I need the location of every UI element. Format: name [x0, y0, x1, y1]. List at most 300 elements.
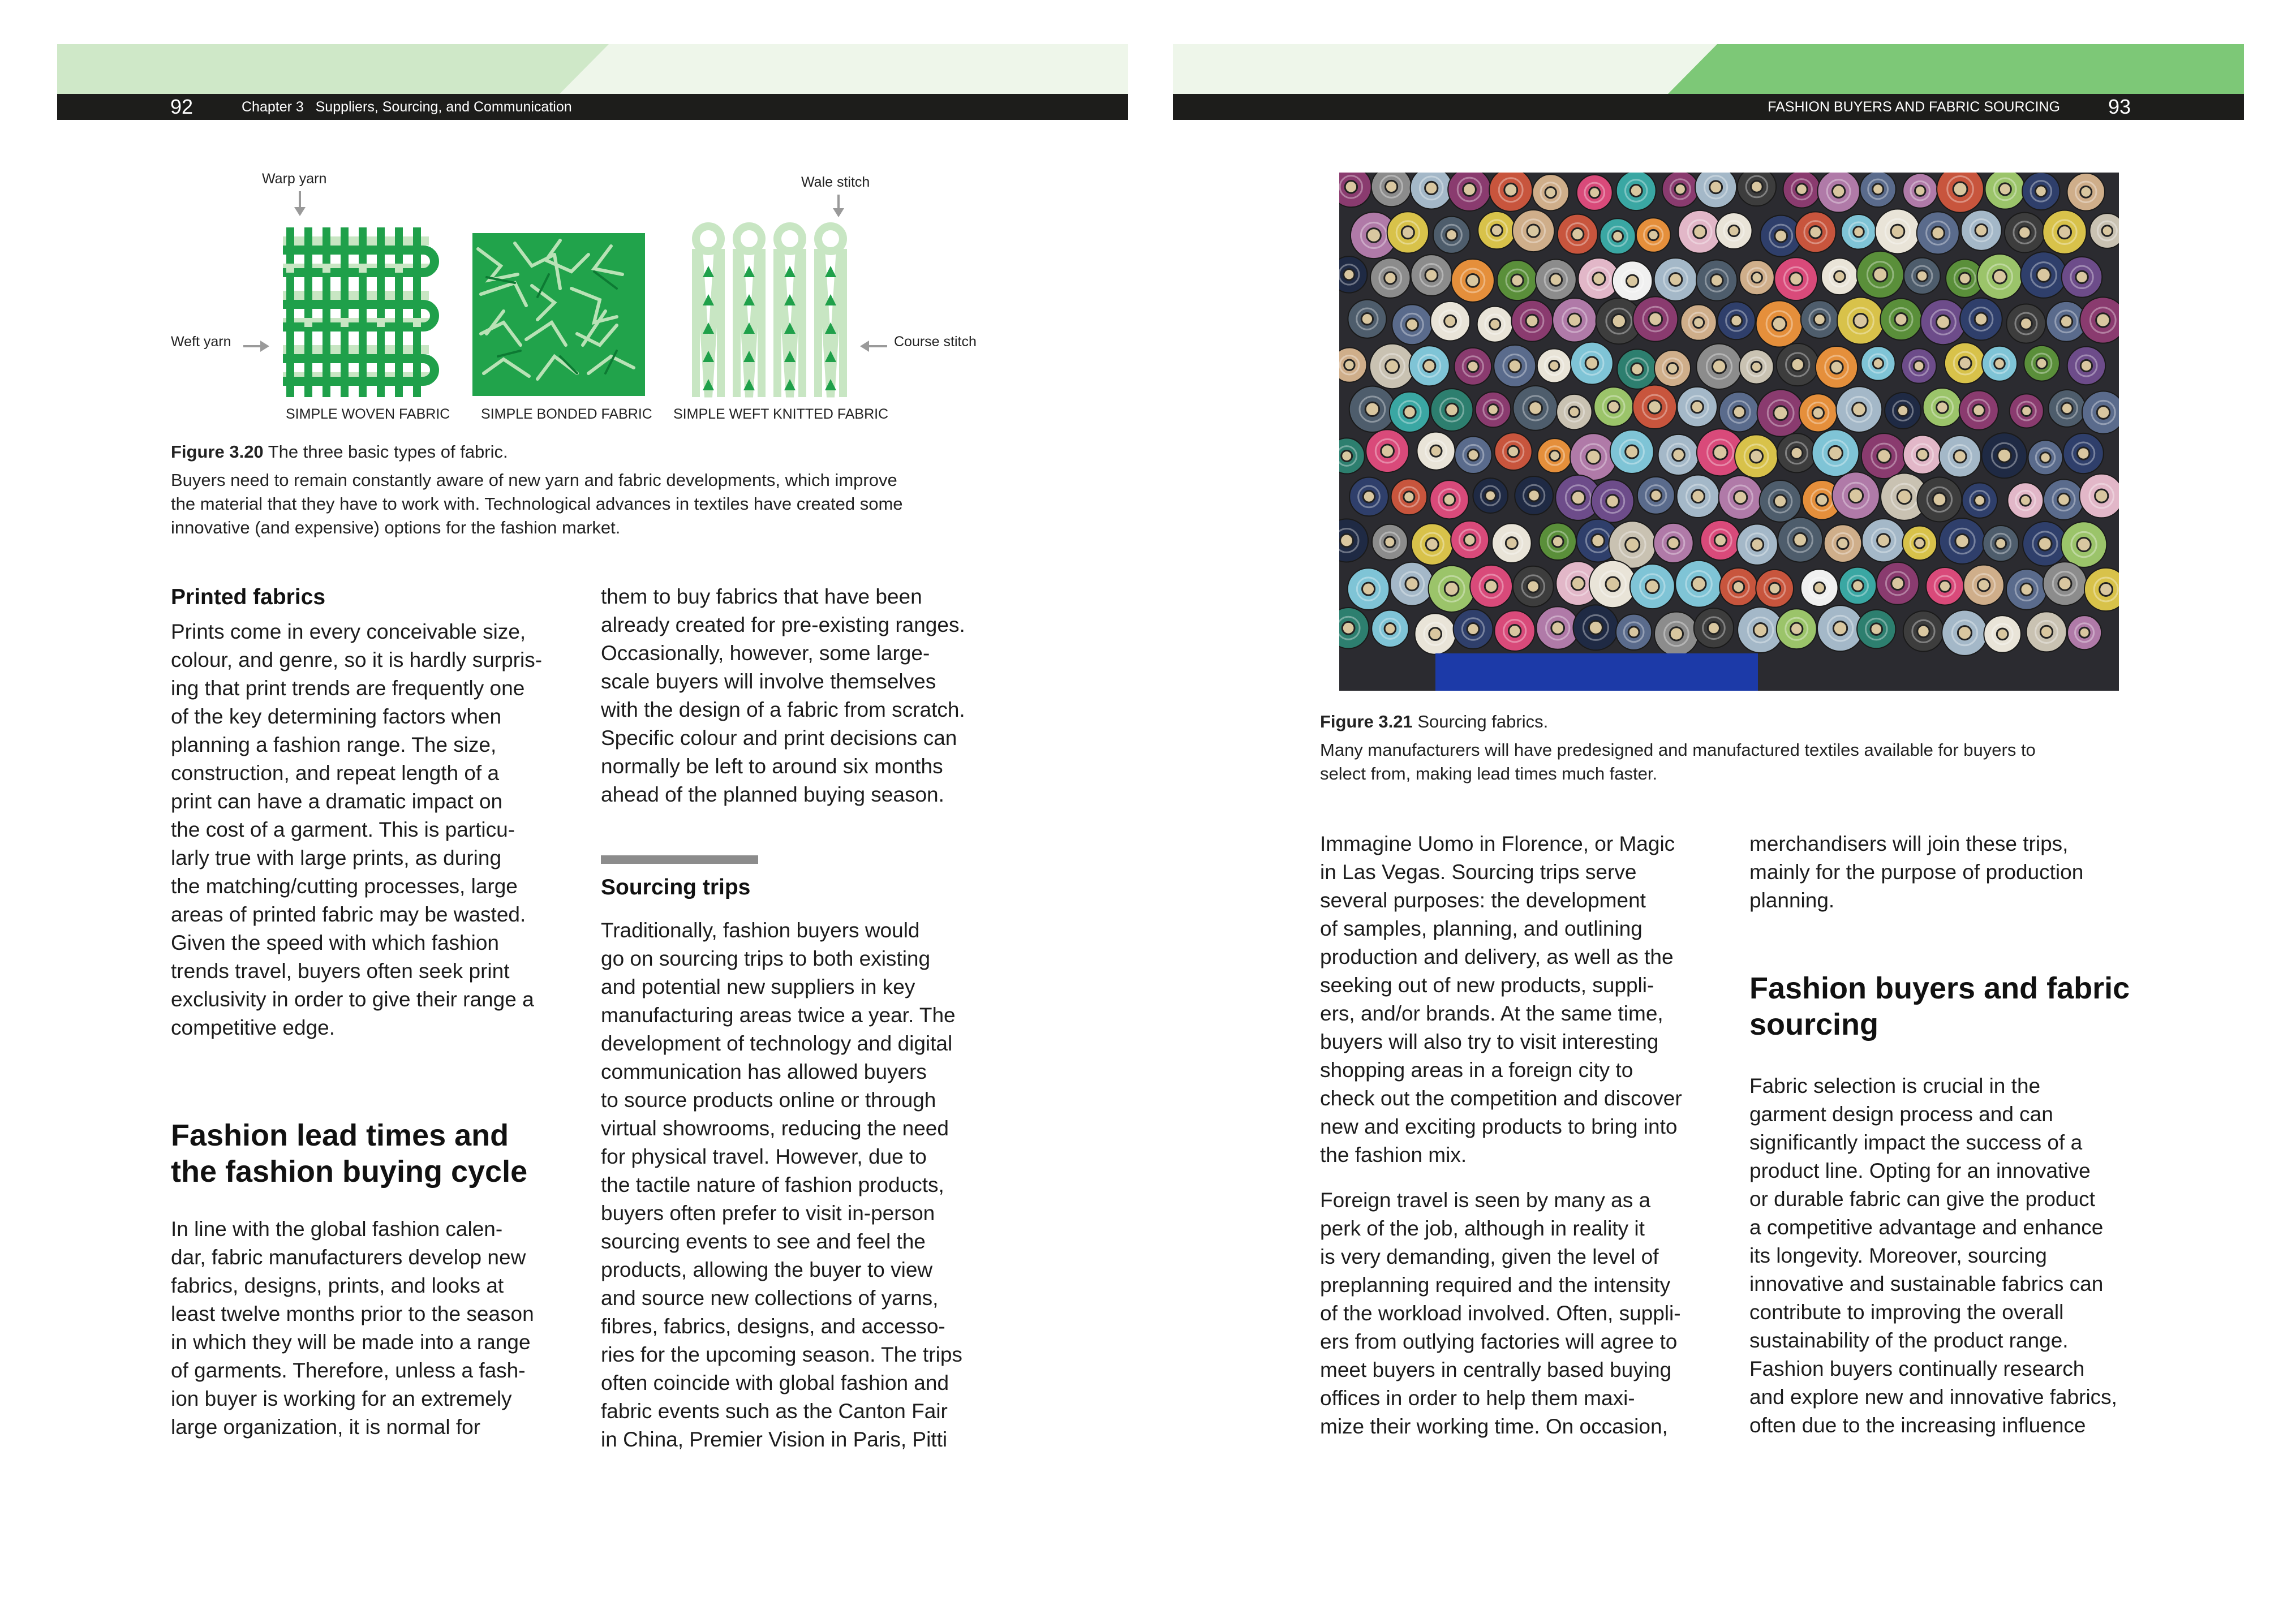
fabric-roll-core [2102, 226, 2113, 236]
text-line: of the key determining factors when [171, 705, 502, 728]
fabric-roll-core [1854, 227, 1864, 237]
fabric-roll-core [1954, 450, 1966, 463]
course-stitch-label: Course stitch [894, 334, 977, 350]
text-line: ahead of the planned buying season. [601, 783, 944, 806]
text-line: buyers will also try to visit interesting [1320, 1030, 1659, 1053]
text-line: areas of printed fabric may be wasted. [171, 903, 526, 926]
fabric-roll-core [1446, 229, 1457, 240]
fabric-roll-core [1401, 226, 1414, 239]
fabric-roll-core [1830, 361, 1843, 373]
fabric-roll-core [1342, 622, 1355, 634]
text-line: ers, and/or brands. At the same time, [1320, 1002, 1663, 1025]
figure-3-21-caption-body [1320, 738, 2036, 786]
fabric-roll-core [1933, 493, 1946, 506]
text-line: mize their working time. On occasion, [1320, 1415, 1668, 1438]
fabric-roll-core [1586, 450, 1601, 464]
fabric-roll-core [1996, 538, 2006, 549]
fabric-roll-core [1936, 315, 1950, 329]
text-line: meet buyers in centrally based buying [1320, 1358, 1672, 1381]
fabric-roll-core [1631, 363, 1643, 375]
fabric-roll-core [2020, 318, 2032, 330]
text-line: check out the competition and discover [1320, 1087, 1682, 1110]
fabric-roll-core [1693, 225, 1706, 238]
fabric-roll-core [1714, 534, 1726, 546]
fabric-roll-core [1571, 491, 1585, 505]
text-line: dar, fabric manufacturers develop new [171, 1246, 526, 1269]
fabric-roll-core [1467, 623, 1479, 635]
text-line: buyers often prefer to visit in-person [601, 1202, 935, 1225]
fabric-roll-core [1871, 623, 1882, 635]
fabric-diagrams [164, 164, 1001, 430]
fabric-roll-core [1608, 401, 1620, 413]
fabric-roll-core [1361, 313, 1373, 325]
text-line: go on sourcing trips to both existing [601, 947, 931, 970]
text-line: fibres, fabrics, designs, and accesso- [601, 1315, 945, 1338]
fabric-roll-core [2100, 583, 2113, 596]
left-header-graphic [57, 44, 1128, 94]
heading-line: Fashion buyers and fabric [1749, 971, 2130, 1005]
fabric-roll-core [1710, 181, 1722, 193]
text-line: planning. [1749, 889, 1835, 912]
text-line: perk of the job, although in reality it [1320, 1217, 1645, 1240]
fabric-roll-core [1829, 446, 1843, 460]
knitted-caption: SIMPLE WEFT KNITTED FABRIC [673, 406, 889, 422]
text-line: ing that print trends are frequently one [171, 677, 525, 700]
text-line: fabrics, designs, prints, and looks at [171, 1274, 504, 1297]
fabric-roll-core [1895, 313, 1907, 325]
text-line: often due to the increasing influence [1749, 1414, 2086, 1437]
right-header-graphic [1173, 44, 2244, 94]
wale-arrow-icon [833, 195, 844, 217]
fabric-roll-core [1816, 494, 1828, 506]
text-line: product line. Opting for an innovative [1749, 1159, 2091, 1182]
fabric-roll-core [1527, 225, 1540, 237]
fabric-roll-core [2020, 495, 2031, 506]
text-line: ion buyer is working for an extremely [171, 1387, 512, 1410]
fabric-roll-core [1959, 273, 1971, 284]
fabric-roll-core [1406, 318, 1418, 330]
fabric-roll-core [1997, 628, 2008, 640]
fabric-roll-core [1613, 231, 1623, 242]
fabric-roll-core [1424, 360, 1435, 372]
fabric-roll-core [1344, 269, 1355, 280]
fabric-roll-core [1790, 273, 1803, 286]
fabric-roll-core [1932, 227, 1944, 239]
text-line: garment design process and can [1749, 1103, 2053, 1126]
fabric-roll-core [1955, 534, 1969, 548]
fabric-roll-core [1628, 627, 1639, 638]
text-line: or durable fabric can give the product [1749, 1187, 2095, 1211]
fabric-roll-core [1508, 446, 1519, 457]
text-line: Immagine Uomo in Florence, or Magic [1320, 832, 1675, 855]
fabric-roll-core [1550, 450, 1560, 460]
fabric-roll-core [1649, 312, 1662, 326]
caption-line: the material that they have to work with. Technological advances in textiles have created some [171, 494, 903, 514]
fabric-roll-core [1692, 490, 1705, 503]
fabric-roll-core [1443, 494, 1455, 505]
fabric-roll-core [1385, 272, 1396, 284]
fabric-roll-core [1975, 313, 1987, 325]
fabric-roll-core [1626, 275, 1638, 287]
text-line: shopping areas in a foreign city to [1320, 1058, 1633, 1082]
fabric-roll-core [1404, 406, 1416, 418]
fabric-roll-core [1569, 407, 1580, 417]
fabric-roll-core [1365, 402, 1379, 416]
fabric-roll-core [1344, 360, 1355, 370]
fabric-roll-core [1385, 537, 1395, 548]
fabric-roll-core [1713, 445, 1727, 459]
left-running-head-bar [57, 94, 1128, 120]
fabric-roll-core [2019, 226, 2031, 238]
fabric-roll-core [1528, 490, 1540, 501]
fabric-roll-core [1898, 405, 1908, 416]
fabric-roll-core [1809, 226, 1822, 239]
fabric-types-figure [164, 164, 1001, 430]
caption-line: innovative (and expensive) options for the fashion market. [171, 518, 621, 537]
fabric-roll-core [1589, 187, 1600, 198]
text-line: of samples, planning, and outlining [1320, 917, 1643, 940]
knitted-fabric-swatch [687, 226, 857, 397]
fabric-roll-core [1710, 274, 1723, 287]
text-line: Fabric selection is crucial in the [1749, 1074, 2041, 1097]
heading-fashion-buyers-fabric-sourcing [1749, 970, 2130, 1043]
fabric-roll-core [2040, 453, 2050, 463]
figure-3-21-number: Figure 3.21 [1320, 712, 1413, 731]
fabric-roll-core [2097, 406, 2110, 419]
col2-top-text [601, 583, 965, 809]
fabric-roll-core [1994, 358, 2005, 369]
text-line: and potential new suppliers in key [601, 975, 915, 998]
text-line: several purposes: the development [1320, 889, 1646, 912]
fabric-roll-core [2058, 493, 2070, 505]
fabric-roll-core [1897, 490, 1911, 504]
fabric-roll-core [1769, 583, 1781, 594]
text-line: the fashion mix. [1320, 1143, 1467, 1166]
text-line: offices in order to help them maxi- [1320, 1387, 1635, 1410]
text-line: sourcing events to see and feel the [601, 1230, 926, 1253]
fabric-roll-core [1589, 621, 1602, 634]
fabric-roll-core [1693, 317, 1704, 328]
text-line: and source new collections of yarns, [601, 1286, 939, 1310]
text-line: larly true with large prints, as during [171, 846, 502, 869]
fabric-roll-core [1508, 625, 1520, 636]
fabric-roll-core [1381, 445, 1394, 458]
col3-text-b [1320, 1186, 1681, 1441]
sourcing-trips-text [601, 916, 962, 1454]
fabric-roll-core [2037, 268, 2050, 282]
fabric-roll-core [1775, 230, 1787, 242]
text-line: Fashion buyers continually research [1749, 1357, 2085, 1380]
fabric-roll-core [1975, 224, 1987, 236]
fabric-roll-core [1791, 358, 1804, 371]
fabric-roll-core [1915, 186, 1925, 196]
heading-printed-fabrics: Printed fabrics [171, 585, 326, 609]
fabric-roll-core [1953, 182, 1967, 196]
fabric-roll-core [1832, 185, 1844, 197]
bonded-fabric-swatch [472, 233, 645, 396]
warp-arrow-icon [294, 191, 306, 216]
text-line: construction, and repeat length of a [171, 761, 500, 785]
text-line: is very demanding, given the level of [1320, 1245, 1659, 1268]
fabric-roll-core [1490, 319, 1500, 330]
fabric-roll-core [1488, 404, 1499, 415]
text-line: Occasionally, however, some large- [601, 642, 930, 665]
fabric-roll-core [1491, 225, 1502, 236]
heading-line: sourcing [1749, 1008, 1879, 1041]
woven-caption: SIMPLE WOVEN FABRIC [286, 406, 450, 422]
fabric-roll-core [1975, 495, 1985, 506]
fabric-rolls-illustration [1339, 173, 2119, 691]
fabric-roll-core [1691, 401, 1703, 413]
fabric-roll-core [1592, 534, 1605, 547]
text-line: Foreign travel is seen by many as a [1320, 1189, 1651, 1212]
caption-line: Many manufacturers will have predesigned and manufactured textiles available for buyers to [1320, 740, 2036, 760]
fabric-roll-core [1593, 273, 1605, 285]
fabric-roll-core [1837, 538, 1848, 549]
text-line: in which they will be made into a range [171, 1331, 531, 1354]
fabric-roll-core [1751, 539, 1764, 551]
fabric-roll-core [2058, 226, 2071, 239]
fabric-roll-core [1734, 491, 1747, 504]
figure-3-20-caption-body [171, 468, 903, 540]
text-line: least twelve months prior to the season [171, 1302, 534, 1325]
text-line: the cost of a garment. This is particu- [171, 818, 515, 841]
fabric-rolls-photo [1339, 173, 2119, 691]
fabric-roll-core [1917, 449, 1928, 460]
fabric-roll-core [1340, 534, 1353, 547]
text-line: Specific colour and print decisions can [601, 726, 957, 750]
caption-line: Buyers need to remain constantly aware of new yarn and fabric developments, which improve [171, 470, 897, 490]
fabric-roll-core [1814, 314, 1825, 325]
fabric-roll-core [1814, 582, 1825, 593]
fabric-roll-core [2096, 313, 2110, 327]
fabric-roll-core [1752, 272, 1762, 282]
fabric-roll-core [1504, 183, 1517, 196]
caption-line: select from, making lead times much faster. [1320, 764, 1658, 783]
fabric-roll-core [2020, 583, 2032, 595]
fabric-roll-core [1852, 402, 1866, 416]
text-line: exclusivity in order to give their range a [171, 988, 534, 1011]
fabric-roll-core [1667, 537, 1679, 549]
fabric-roll-core [1362, 583, 1375, 595]
text-line: planning a fashion range. The size, [171, 733, 497, 756]
fabric-roll-core [1549, 361, 1559, 371]
fabric-roll-core [1467, 361, 1478, 372]
fabric-roll-core [1914, 361, 1924, 371]
fabric-roll-core [1425, 182, 1438, 194]
heading-line: Fashion lead times and [171, 1118, 509, 1152]
fabric-roll-core [1648, 401, 1661, 414]
text-line: In line with the global fashion calen- [171, 1217, 503, 1241]
fabric-roll-core [1891, 225, 1904, 238]
fabric-roll-core [1425, 269, 1438, 282]
fabric-roll-core [2095, 489, 2108, 502]
fabric-roll-core [1444, 582, 1459, 596]
fabric-roll-core [1973, 404, 1985, 416]
fabric-roll-core [1958, 626, 1971, 640]
section-divider [601, 855, 758, 864]
fabric-roll-core [1464, 534, 1476, 545]
fabric-roll-core [1385, 180, 1397, 192]
weft-arrow-icon [243, 341, 269, 352]
col4-top-text [1749, 830, 2083, 915]
fabric-roll-core [2061, 403, 2073, 414]
fabric-roll-core [1508, 360, 1521, 372]
fabric-roll-core [1648, 230, 1658, 240]
fabric-roll-core [2077, 447, 2089, 459]
text-line: ries for the upcoming season. The trips [601, 1343, 962, 1366]
fabric-roll-core [1675, 184, 1686, 195]
fabric-roll-core [1529, 402, 1542, 415]
fabric-roll-core [1834, 271, 1845, 282]
fabric-roll-core [1854, 314, 1868, 328]
fabric-roll-core [1572, 228, 1584, 240]
text-line: with the design of a fabric from scratch. [601, 698, 965, 721]
fabric-roll-core [1751, 181, 1763, 193]
fabric-roll-core [1345, 181, 1357, 193]
fabric-roll-core [2036, 358, 2047, 369]
fabric-roll-core [1429, 628, 1442, 640]
course-arrow-icon [860, 341, 887, 352]
fabric-roll-core [1750, 450, 1763, 463]
col4-body-text [1749, 1072, 2117, 1440]
fabric-roll-core [1405, 578, 1418, 591]
fabric-roll-core [2077, 537, 2091, 551]
text-line: a competitive advantage and enhance [1749, 1216, 2104, 1239]
fabric-roll-core [1485, 490, 1496, 501]
fabric-roll-core [1997, 449, 2011, 462]
fabric-roll-core [1463, 183, 1476, 196]
text-line: sustainability of the product range. [1749, 1329, 2069, 1352]
text-line: the tactile nature of fashion products, [601, 1173, 944, 1196]
fabric-roll-core [1527, 580, 1540, 593]
fabric-roll-core [1669, 273, 1682, 286]
text-line: ers from outlying factories will agree to [1320, 1330, 1678, 1353]
text-line: of garments. Therefore, unless a fash- [171, 1359, 526, 1382]
fabric-roll-core [2035, 186, 2046, 197]
fabric-roll-core [1385, 623, 1396, 635]
left-running-head: Chapter 3 Suppliers, Sourcing, and Communication [242, 99, 572, 115]
fabric-roll-core [1915, 538, 1925, 548]
fabric-roll-core [1891, 577, 1904, 589]
fabric-roll-core [1585, 357, 1598, 369]
fabric-roll-core [1506, 537, 1517, 549]
fabric-roll-core [1812, 407, 1824, 419]
fabric-roll-core [1551, 622, 1564, 635]
fabric-roll-core [1692, 577, 1706, 591]
fabric-roll-core [1446, 403, 1458, 416]
woven-fabric-swatch [283, 227, 436, 397]
fabric-roll-core [1606, 577, 1620, 591]
fabric-roll-core [1977, 579, 1989, 591]
fabric-roll-core [2040, 626, 2052, 638]
text-line: mainly for the purpose of production [1749, 860, 2084, 884]
text-line: in Las Vegas. Sourcing trips serve [1320, 860, 1637, 884]
fabric-roll-core [1849, 489, 1863, 503]
fabric-roll-core [1645, 580, 1659, 593]
fabric-roll-core [2080, 186, 2092, 197]
fabric-roll-core [1937, 402, 1948, 413]
fabric-roll-core [1873, 268, 1887, 282]
text-line: of the workload involved. Often, suppli- [1320, 1302, 1681, 1325]
wale-stitch-label: Wale stitch [801, 174, 870, 190]
text-line: significantly impact the success of a [1749, 1131, 2083, 1154]
fabric-roll-core [1468, 450, 1479, 461]
fabric-roll-core [2058, 577, 2071, 590]
fabric-roll-core [1796, 184, 1808, 195]
fabric-roll-core [1650, 490, 1662, 501]
fabric-roll-core [1794, 533, 1807, 546]
text-line: virtual showrooms, reducing the need [601, 1117, 949, 1140]
figure-3-20-caption-title [171, 442, 508, 462]
text-line: Traditionally, fashion buyers would [601, 919, 920, 942]
fabric-roll-core [1545, 187, 1556, 198]
fabric-roll-core [1993, 270, 2007, 283]
fabric-roll-core [1342, 450, 1352, 461]
heading-sourcing-trips: Sourcing trips [601, 875, 751, 899]
fabric-roll-core [1511, 274, 1523, 286]
text-line: manufacturing areas twice a year. The [601, 1004, 956, 1027]
text-line: merchandisers will join these trips, [1749, 832, 2069, 855]
weft-yarn-label: Weft yarn [171, 334, 231, 350]
printed-fabrics-text [171, 618, 542, 1042]
fabric-roll-core [1526, 315, 1538, 327]
fabric-roll-core [1999, 183, 2011, 195]
fabric-roll-core [1552, 536, 1563, 547]
fabric-roll-core [1670, 627, 1683, 640]
fabric-roll-core [1550, 274, 1562, 286]
figure-3-20-number: Figure 3.20 [171, 442, 264, 462]
text-line: already created for pre-existing ranges. [601, 613, 965, 636]
fabric-roll-core [1626, 445, 1639, 458]
page-number-right: 93 [2108, 95, 2131, 118]
fabric-roll-core [1667, 363, 1678, 373]
fabric-roll-core [1959, 357, 1971, 369]
col3-text-a [1320, 830, 1682, 1169]
text-line: innovative and sustainable fabrics can [1749, 1272, 2104, 1295]
text-line: products, allowing the buyer to view [601, 1258, 933, 1281]
fabric-roll-core [1852, 580, 1864, 592]
text-line: normally be left to around six months [601, 755, 943, 778]
fabric-roll-core [1386, 360, 1399, 373]
text-line: Given the speed with which fashion [171, 931, 500, 954]
left-header-band [57, 44, 1128, 94]
fabric-roll-core [1939, 580, 1950, 592]
fabric-roll-core [1444, 315, 1456, 327]
text-line: colour, and genre, so it is hardly surpris- [171, 648, 543, 671]
fabric-roll-core [1791, 447, 1803, 459]
text-line: trends travel, buyers often seek print [171, 959, 510, 983]
fabric-roll-core [1753, 623, 1767, 636]
heading-line: the fashion buying cycle [171, 1155, 528, 1189]
fabric-roll-core [1917, 625, 1929, 637]
fabric-roll-core [1873, 184, 1884, 195]
text-line: development of technology and digital [601, 1032, 953, 1055]
fabric-roll-core [2022, 406, 2032, 416]
text-line: communication has allowed buyers [601, 1060, 927, 1083]
fabric-roll-core [1772, 317, 1786, 331]
fabric-roll-core [2080, 360, 2092, 371]
text-line: for physical travel. However, due to [601, 1145, 927, 1168]
fabric-roll-core [1367, 229, 1381, 243]
right-running-head: FASHION BUYERS AND FABRIC SOURCING [1768, 99, 2060, 115]
right-header-band [1173, 44, 2244, 94]
fabric-roll-core [2060, 316, 2072, 328]
text-line: seeking out of new products, suppli- [1320, 974, 1654, 997]
fabric-roll-core [1733, 581, 1744, 592]
fabric-roll-core [1426, 538, 1438, 550]
fabric-roll-core [1873, 358, 1883, 368]
